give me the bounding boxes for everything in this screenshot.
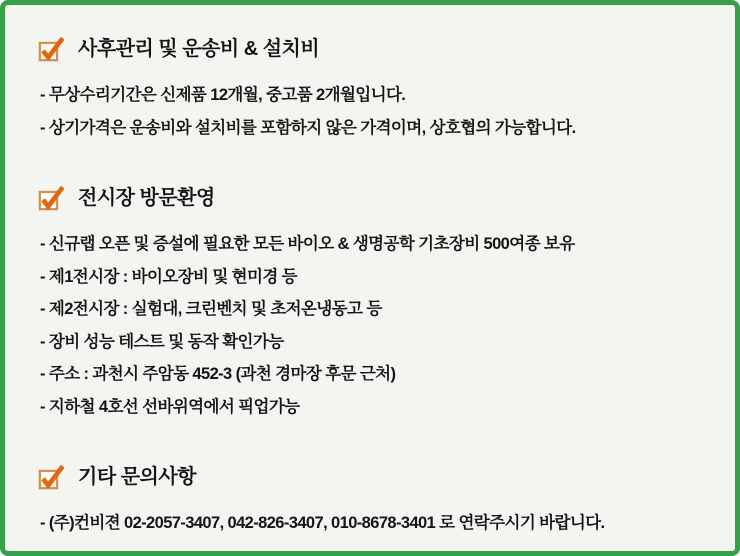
section-items	[37, 507, 713, 540]
section-heading	[37, 35, 713, 63]
panel-content	[5, 5, 735, 556]
section-items	[37, 228, 713, 423]
section-contact	[37, 463, 713, 540]
section-heading	[37, 184, 713, 212]
section-title: 기타 문의사항	[78, 465, 196, 488]
section-items	[37, 79, 713, 144]
list-item: - 신규랩 오픈 및 증설에 필요한 모든 바이오 & 생명공학 기초장비 500여종 보유	[40, 235, 575, 253]
section-showroom	[37, 184, 713, 423]
list-item: - 무상수리기간은 신제품 12개월, 중고품 2개월입니다.	[40, 86, 406, 104]
section-aftercare	[37, 35, 713, 144]
section-title: 전시장 방문환영	[78, 186, 215, 209]
list-item: - 상기가격은 운송비와 설치비를 포함하지 않은 가격이며, 상호협의 가능합니다.	[40, 118, 576, 137]
section-heading	[37, 463, 713, 491]
checked-checkbox-icon	[37, 184, 65, 212]
list-item: - 제1전시장 : 바이오장비 및 현미경 등	[40, 267, 298, 286]
list-item: - 주소 : 과천시 주암동 452-3 (과천 경마장 후문 근처)	[40, 365, 396, 383]
list-item: - 장비 성능 테스트 및 동작 확인가능	[40, 332, 284, 351]
list-item: - 제2전시장 : 실험대, 크린벤치 및 초저온냉동고 등	[40, 300, 382, 318]
list-item: - 지하철 4호선 선바위역에서 픽업가능	[40, 397, 300, 416]
checked-checkbox-icon	[37, 463, 65, 491]
section-title: 사후관리 및 운송비 & 설치비	[78, 37, 320, 60]
list-item: - (주)컨비젼 02-2057-3407, 042-826-3407, 010-8678-3401 로 연락주시기 바랍니다.	[40, 514, 605, 532]
checked-checkbox-icon	[37, 35, 65, 63]
